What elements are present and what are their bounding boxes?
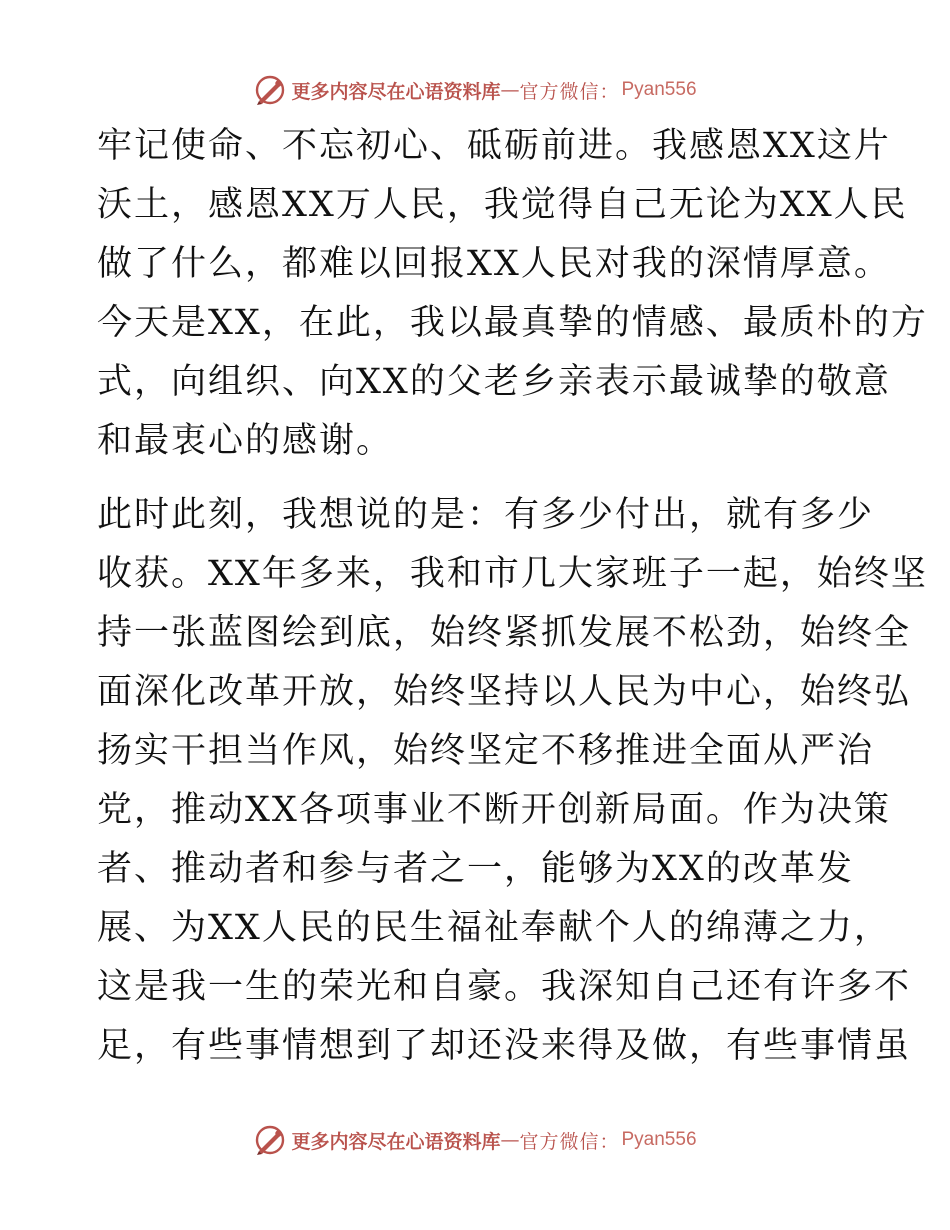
paragraph-2-line-3: 持一张蓝图绘到底，始终紧抓发展不松劲，始终全 [97, 613, 912, 653]
banner-site-text: 更多内容尽在心语资料库 [291, 1130, 501, 1153]
paragraph-1-line-5: 式，向组织、向XX的父老乡亲表示最诚挚的敬意 [97, 362, 891, 402]
header-watermark [0, 70, 950, 110]
paragraph-2-line-9: 这是我一生的荣光和自豪。我深知自己还有许多不 [97, 967, 912, 1007]
paragraph-1-line-2: 沃土，感恩XX万人民，我觉得自己无论为XX人民 [97, 185, 908, 225]
paragraph-2-line-6: 党，推动XX各项事业不断开创新局面。作为决策 [97, 790, 891, 830]
banner-dash: — [500, 1129, 520, 1151]
banner-wechat-label: 官方微信： [519, 80, 620, 103]
paragraph-1-line-1: 牢记使命、不忘初心、砥砺前进。我感恩XX这片 [97, 126, 891, 166]
paragraph-2-line-1: 此时此刻，我想说的是：有多少付出，就有多少 [97, 495, 875, 535]
paragraph-2-line-5: 扬实干担当作风，始终坚定不移推进全面从严治 [97, 731, 875, 771]
banner-site-text: 更多内容尽在心语资料库 [291, 80, 501, 103]
paragraph-2-line-2: 收获。XX年多来，我和市几大家班子一起，始终坚 [97, 554, 928, 594]
banner-wechat-id: Pyan556 [621, 1129, 697, 1150]
footer-watermark [0, 1120, 950, 1160]
banner-wechat-id: Pyan556 [621, 79, 697, 100]
pen-nib-logo-icon [253, 1123, 287, 1157]
paragraph-2-line-10: 足，有些事情想到了却还没来得及做，有些事情虽 [97, 1026, 912, 1066]
banner-dash: — [500, 79, 520, 101]
paragraph-1-line-3: 做了什么，都难以回报XX人民对我的深情厚意。 [97, 244, 891, 284]
paragraph-2-line-4: 面深化改革开放，始终坚持以人民为中心，始终弘 [97, 672, 912, 712]
paragraph-1-line-4: 今天是XX，在此，我以最真挚的情感、最质朴的方 [97, 303, 928, 343]
pen-nib-logo-icon [253, 73, 287, 107]
paragraph-2-line-7: 者、推动者和参与者之一，能够为XX的改革发 [97, 849, 854, 889]
paragraph-2-line-8: 展、为XX人民的民生福祉奉献个人的绵薄之力， [97, 908, 891, 948]
banner-wechat-label: 官方微信： [519, 1130, 620, 1153]
paragraph-1-line-6: 和最衷心的感谢。 [97, 421, 394, 461]
